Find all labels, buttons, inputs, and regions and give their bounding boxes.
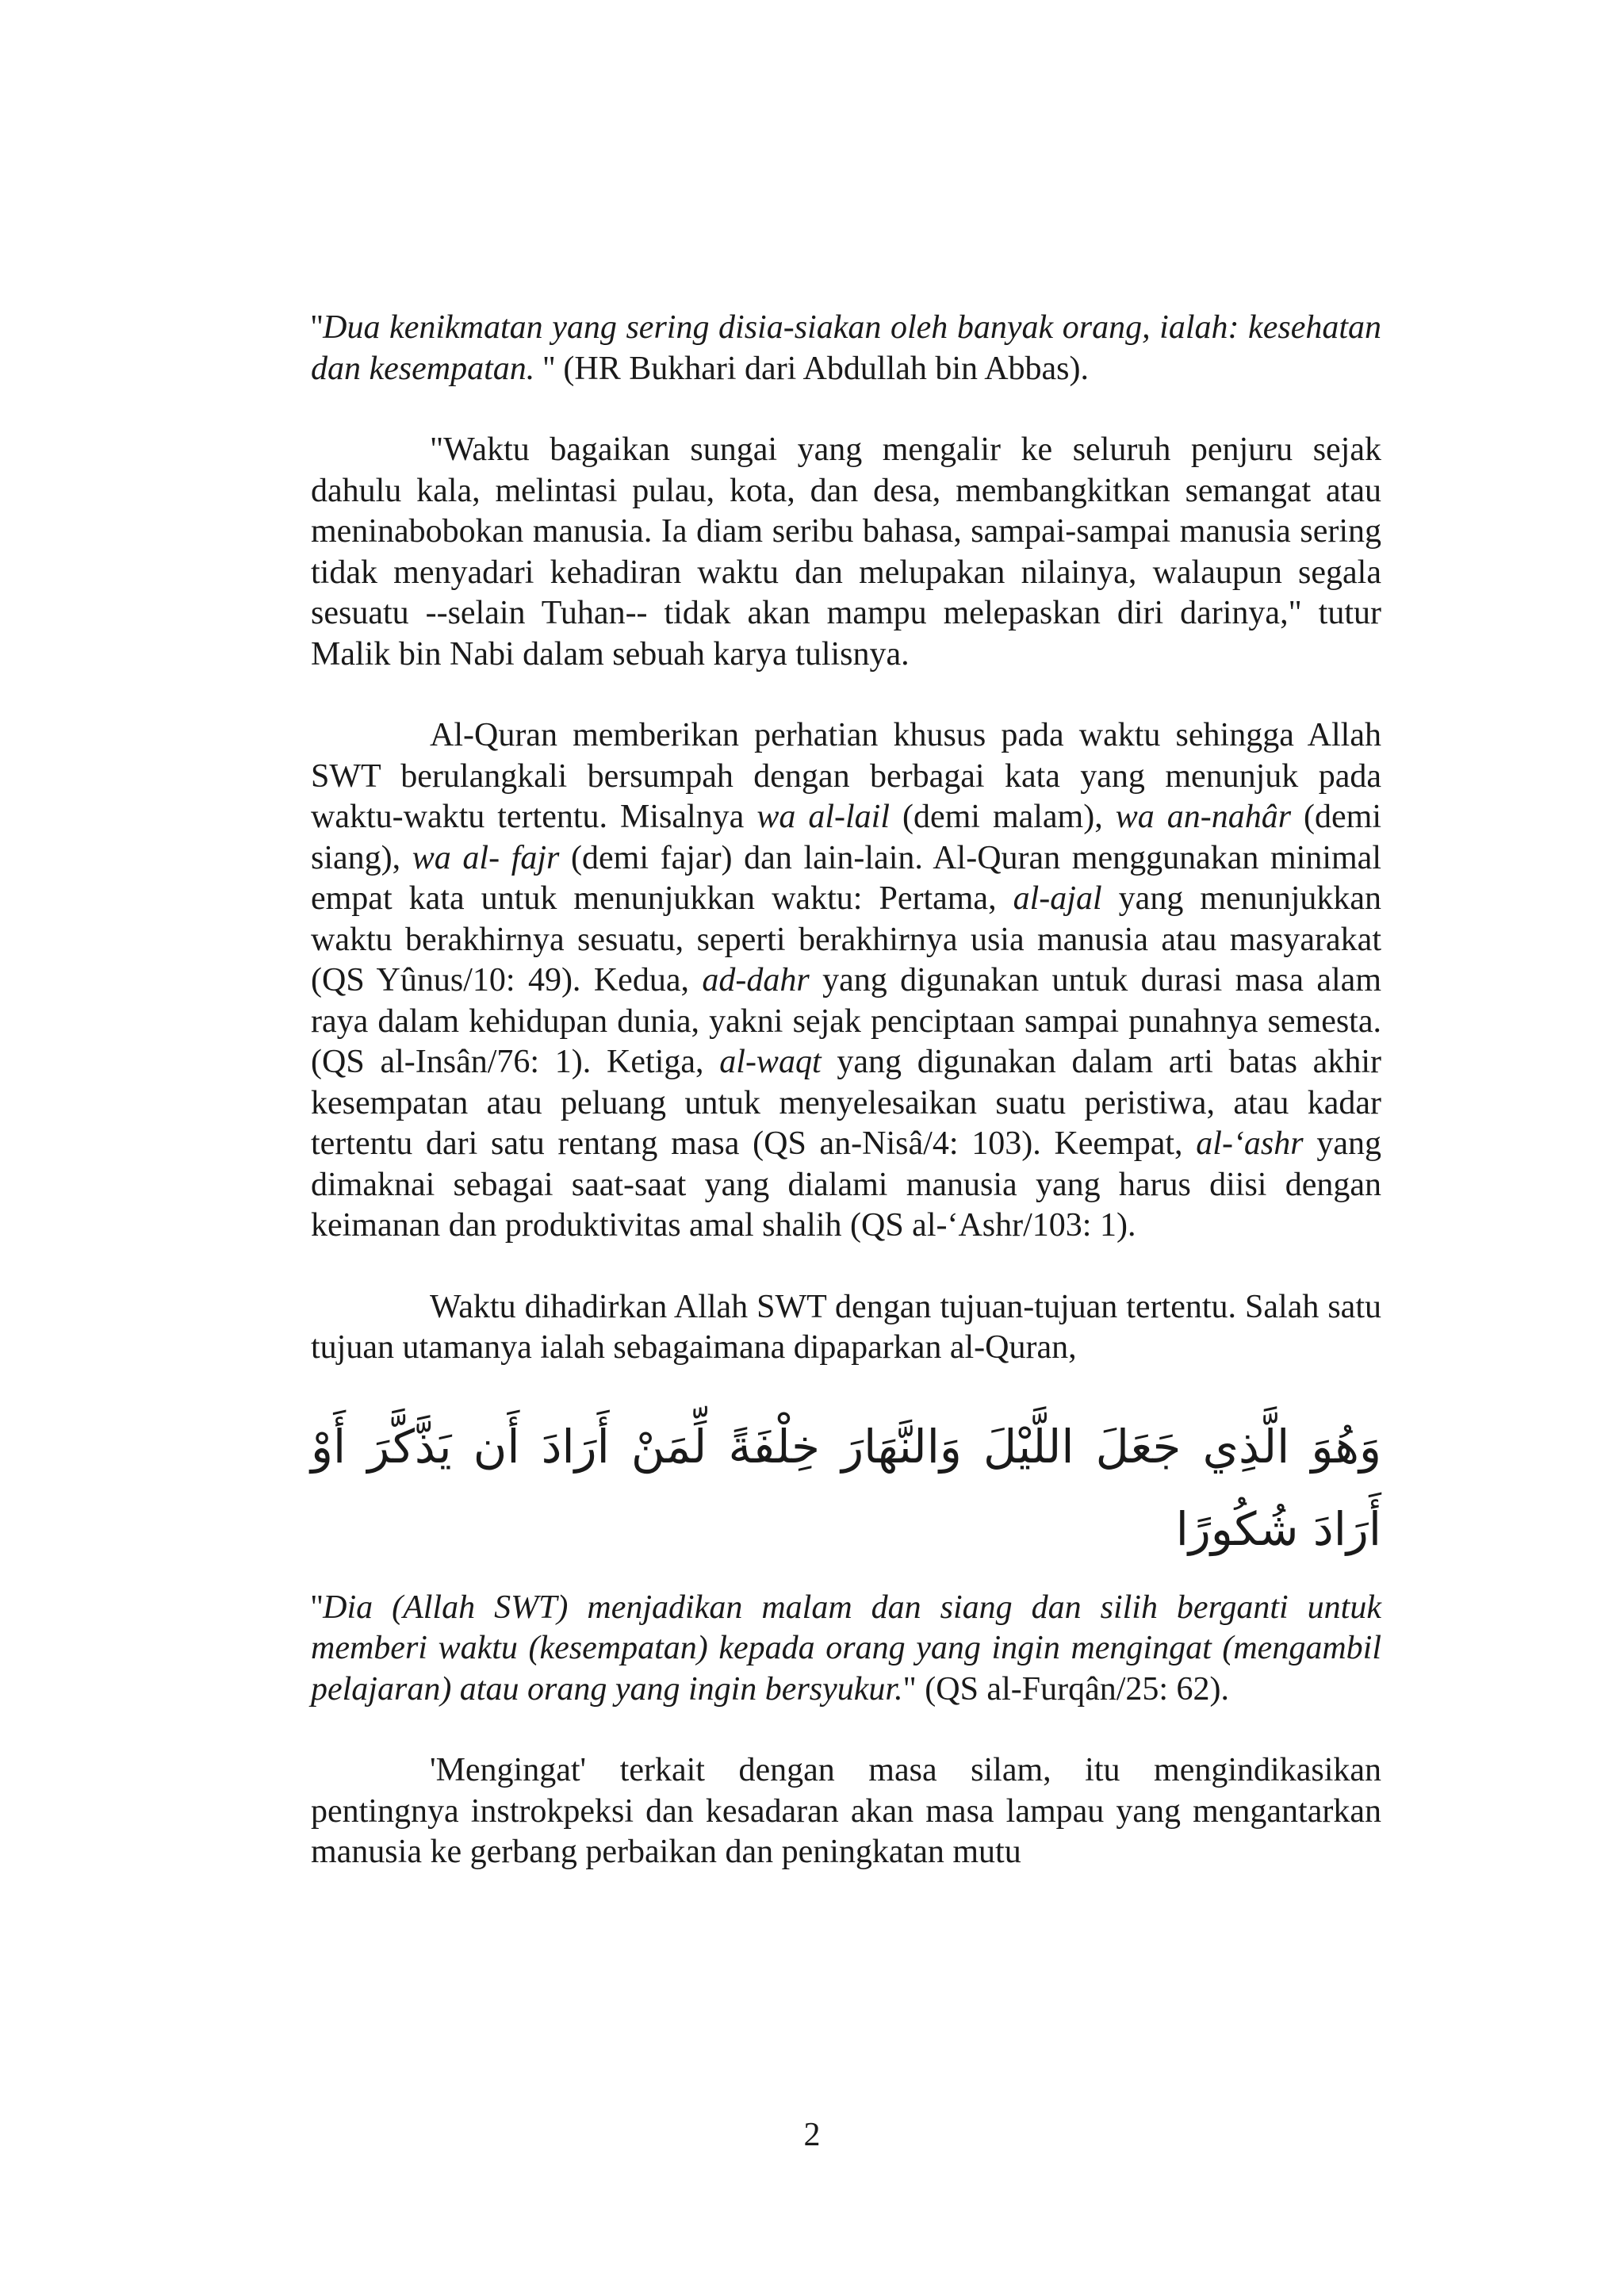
mengingat-paragraph: 'Mengingat' terkait dengan masa silam, itu mengindikasikan pentingnya instrokpeksi dan kesadaran akan masa lampau yang mengantarkan manusia ke gerbang perbaikan dan peningkatan mutu [311,1752,1381,1870]
hadith-quote-paragraph [311,308,1381,389]
document-body [311,308,1381,1873]
text-run: yang digunakan dalam arti batas akhir kesempatan atau peluang untuk menyelesaikan suatu peristiwa, atau kadar tertentu dari satu rentang masa (QS an-Nisâ/4: 103). Keempat, [311,1044,1381,1162]
text-run: yang dimaknai sebagai saat-saat yang dialami manusia yang harus diisi dengan keimanan dan produktivitas amal shalih (QS al-‘Ashr/103: 1). [311,1125,1381,1244]
term-wa-al-fajr: wa al- fajr [412,839,560,876]
verse-translation-paragraph [311,1588,1381,1711]
text-run: yang menunjukkan waktu berakhirnya sesuatu, seperti berakhirnya usia manusia atau masyarakat (QS Yûnus/10: 49). Kedua, [311,880,1382,999]
malik-bin-nabi-paragraph: "Waktu bagaikan sungai yang mengalir ke seluruh penjuru sejak dahulu kala, melintasi pulau, kota, dan desa, membangkitkan semangat atau meninabobokan manusia. Ia diam seribu bahasa, sampai-sampai manusia sering tidak menyadari kehadiran waktu dan melupakan nilainya, walaupun segala sesuatu --selain Tuhan-- tidak akan mampu melepaskan diri darinya," tutur Malik bin Nabi dalam sebuah karya tulisnya. [311,431,1381,673]
page-number: 2 [803,2117,821,2153]
text-run: (demi malam), [890,799,1116,835]
text-run: yang digunakan untuk durasi masa alam raya dalam kehidupan dunia, yakni sejak penciptaan sampai punahnya semesta. (QS al-Insân/76: 1). Ketiga, [311,962,1381,1080]
term-al-ajal: al-ajal [1013,880,1102,917]
text-run: (demi fajar) dan lain-lain. Al-Quran menggunakan minimal empat kata untuk menunjukkan waktu: Pertama, [311,839,1381,917]
term-wa-al-lail: wa al-lail [756,799,890,835]
term-ad-dahr: ad-dahr [702,962,810,999]
quote-open: '' [311,309,324,346]
hadith-source: '' (HR Bukhari dari Abdullah bin Abbas). [542,350,1090,387]
verse-source: " (QS al-Furqân/25: 62). [902,1670,1230,1708]
term-al-ashr: al-‘ashr [1196,1125,1304,1162]
text-run: (demi siang), [311,799,1381,876]
term-wa-an-nahar: wa an-nahâr [1115,799,1292,835]
arabic-verse: وَهُوَ الَّذِي جَعَلَ اللَّيْلَ وَالنَّهَارَ خِلْفَةً لِّمَنْ أَرَادَ أَن يَذَّكَّرَ أَوْ أَرَادَ شُكُورًا [311,1419,1381,1556]
hadith-quote-text: Dua kenikmatan yang sering disia-siakan oleh banyak orang, ialah: kesehatan dan kesempatan. [311,309,1381,387]
term-al-waqt: al-waqt [719,1044,822,1080]
purpose-paragraph: Waktu dihadirkan Allah SWT dengan tujuan-tujuan tertentu. Salah satu tujuan utamanya ialah sebagaimana dipaparkan al-Quran, [311,1288,1381,1366]
verse-translation-text: Dia (Allah SWT) menjadikan malam dan siang dan silih berganti untuk memberi waktu (kesempatan) kepada orang yang ingin mengingat (mengambil pelajaran) atau orang yang ingin bersyukur. [311,1589,1381,1708]
quote-open: '' [311,1589,324,1626]
al-quran-time-paragraph [311,715,1381,1247]
text-run: Al-Quran memberikan perhatian khusus pada waktu sehingga Allah SWT berulangkali bersumpah dengan berbagai kata yang menunjuk pada waktu-waktu tertentu. Misalnya [311,717,1381,835]
